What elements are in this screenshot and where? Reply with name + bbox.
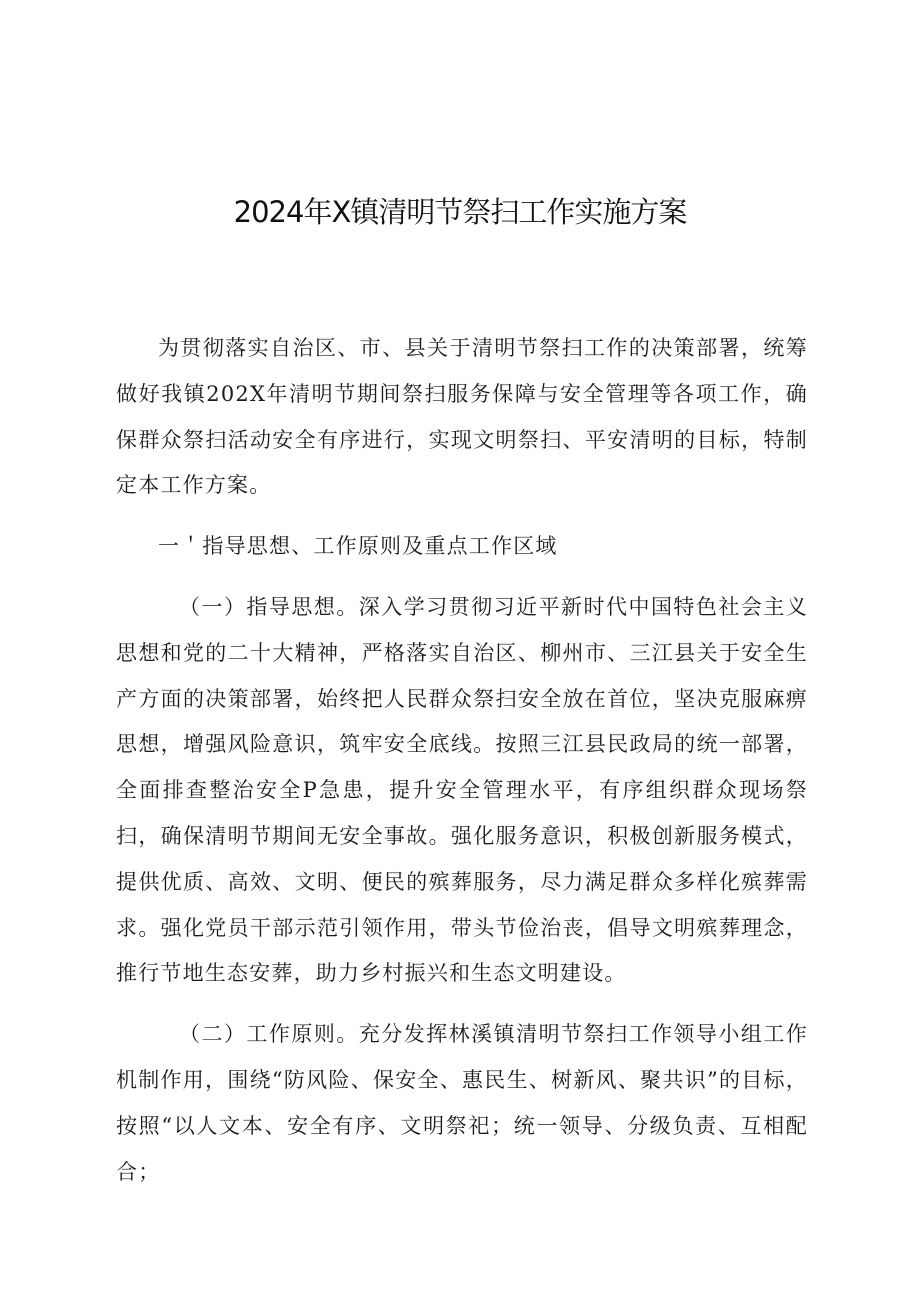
work-principles-paragraph: （二）工作原则。充分发挥林溪镇清明节祭扫工作领导小组工作机制作用，围绕“防风险、保安全、惠民生、树新风、聚共识”的目标，按照“以人文本、安全有序、文明祭祀；统一领导、分级负责、互相配合； [116,1022,808,1184]
section-heading-1: 一＇指导思想、工作原则及重点工作区域 [158,534,558,559]
document-body [116,326,808,1195]
document-title: 2024年X镇清明节祭扫工作实施方案 [233,195,687,229]
guiding-thought-paragraph: （一）指导思想。深入学习贯彻习近平新时代中国特色社会主义思想和党的二十大精神，严格落实自治区、柳州市、三江县关于安全生产方面的决策部署，始终把人民群众祭扫安全放在首位，坚决克服麻痹思想，增强风险意识，筑牢安全底线。按照三江县民政局的统一部署，全面排查整治安全P急患，提升安全管理水平，有序组织群众现场祭扫，确保清明节期间无安全事故。强化服务意识，积极创新服务模式，提供优质、高效、文明、便民的殡葬服务，尽力满足群众多样化殡葬需求。强化党员干部示范引领作用，带头节俭治丧，倡导文明殡葬理念，推行节地生态安葬，助力乡村振兴和生态文明建设。 [116,594,808,986]
intro-paragraph: 为贯彻落实自治区、市、县关于清明节祭扫工作的决策部署，统筹做好我镇202X年清明节期间祭扫服务保障与安全管理等各项工作，确保群众祭扫活动安全有序进行，实现文明祭扫、平安清明的目标，特制定本工作方案。 [116,336,808,498]
